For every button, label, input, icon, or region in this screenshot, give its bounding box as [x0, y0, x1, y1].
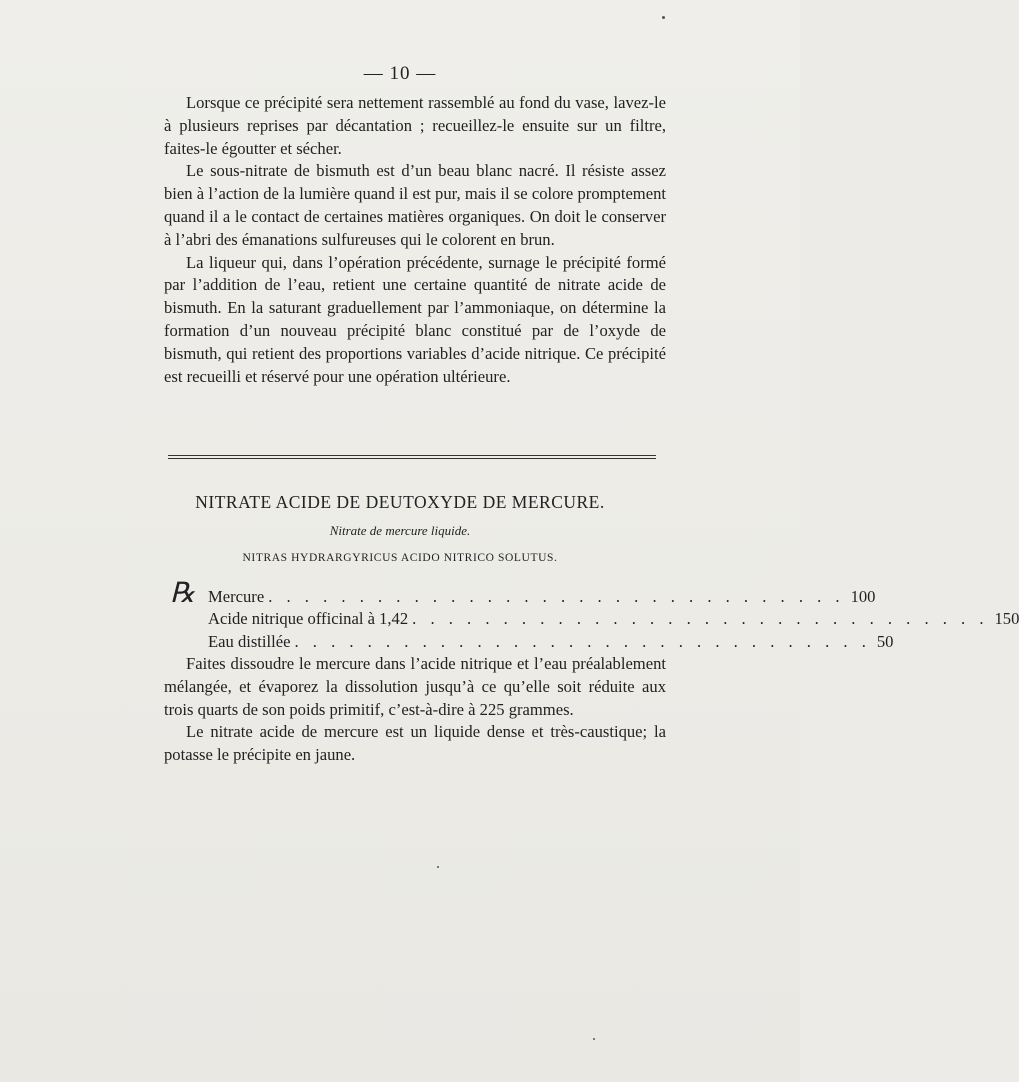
- bottom-text-block: [164, 653, 666, 767]
- ingredient-quantity: 50: [876, 631, 894, 651]
- page-number: — 10 —: [363, 63, 437, 84]
- section-latin-name: NITRAS HYDRARGYRICUS ACIDO NITRICO SOLUTUS.: [242, 552, 558, 564]
- paragraph-preparation: Faites dissoudre le mercure dans l’acide nitrique et l’eau préalablement mélangée, et évaporez la dissolution jusqu’à ce qu’elle soit réduite aux trois quarts de son poids primitif, c’est-à-dire à 225 grammes.: [164, 654, 666, 719]
- top-text-block: [164, 92, 666, 388]
- paragraph-precipitate-washing: Lorsque ce précipité sera nettement rassemblé au fond du vase, lavez-le à plusieurs reprises par décantation ; recueillez-le ensuite sur un filtre, faites-le égoutter et sécher.: [164, 93, 666, 158]
- ingredient-quantity: 150: [994, 609, 1019, 629]
- ingredient-row: [208, 587, 876, 609]
- ingredient-name: Eau distillée: [208, 631, 291, 651]
- ingredient-list: [208, 587, 1019, 654]
- paragraph-mother-liquor: La liqueur qui, dans l’opération précédente, surnage le précipité formé par l’addition de l’eau, retient une certaine quantité de nitrate acide de bismuth. En la saturant graduellement par l’ammoniaque, on détermine la formation d’un nouveau précipité blanc constitué par de l’oxyde de bismuth, qui retient des proportions variables d’acide nitrique. Ce précipité est recueilli et réservé pour une opération ultérieure.: [164, 252, 666, 386]
- dot-leader: . . . . . . . . . . . . . . . . . . . . . . . . . . . . . . . .: [268, 587, 845, 606]
- ink-speck: [662, 16, 665, 19]
- ingredient-quantity: 100: [850, 587, 876, 606]
- dot-leader: . . . . . . . . . . . . . . . . . . . . . . . . . . . . . . . .: [294, 631, 871, 651]
- section-subtitle: Nitrate de mercure liquide.: [329, 523, 471, 538]
- dot-leader: . . . . . . . . . . . . . . . . . . . . . . . . . . . . . . . .: [412, 609, 989, 629]
- recipe-symbol: ℞: [170, 578, 196, 609]
- ingredient-row: [208, 631, 894, 654]
- section-title: NITRATE ACIDE DE DEUTOXYDE DE MERCURE.: [195, 492, 605, 512]
- ingredient-name: Mercure: [208, 587, 265, 606]
- section-divider: [168, 455, 656, 459]
- ink-speck: [593, 1038, 595, 1040]
- ingredient-row: [208, 609, 1019, 631]
- paragraph-bismuth-subnitrate: Le sous-nitrate de bismuth est d’un beau blanc nacré. Il résiste assez bien à l’action de la lumière quand il est pur, mais il se colore promptement quand il a le contact de certaines matières organiques. On doit le conserver à l’abri des émanations sulfureuses qui le colorent en brun.: [164, 161, 666, 249]
- ink-speck: [437, 866, 439, 868]
- paragraph-properties: Le nitrate acide de mercure est un liquide dense et très-caustique; la potasse le précipite en jaune.: [164, 722, 666, 765]
- ingredient-name: Acide nitrique officinal à 1,42: [208, 609, 409, 629]
